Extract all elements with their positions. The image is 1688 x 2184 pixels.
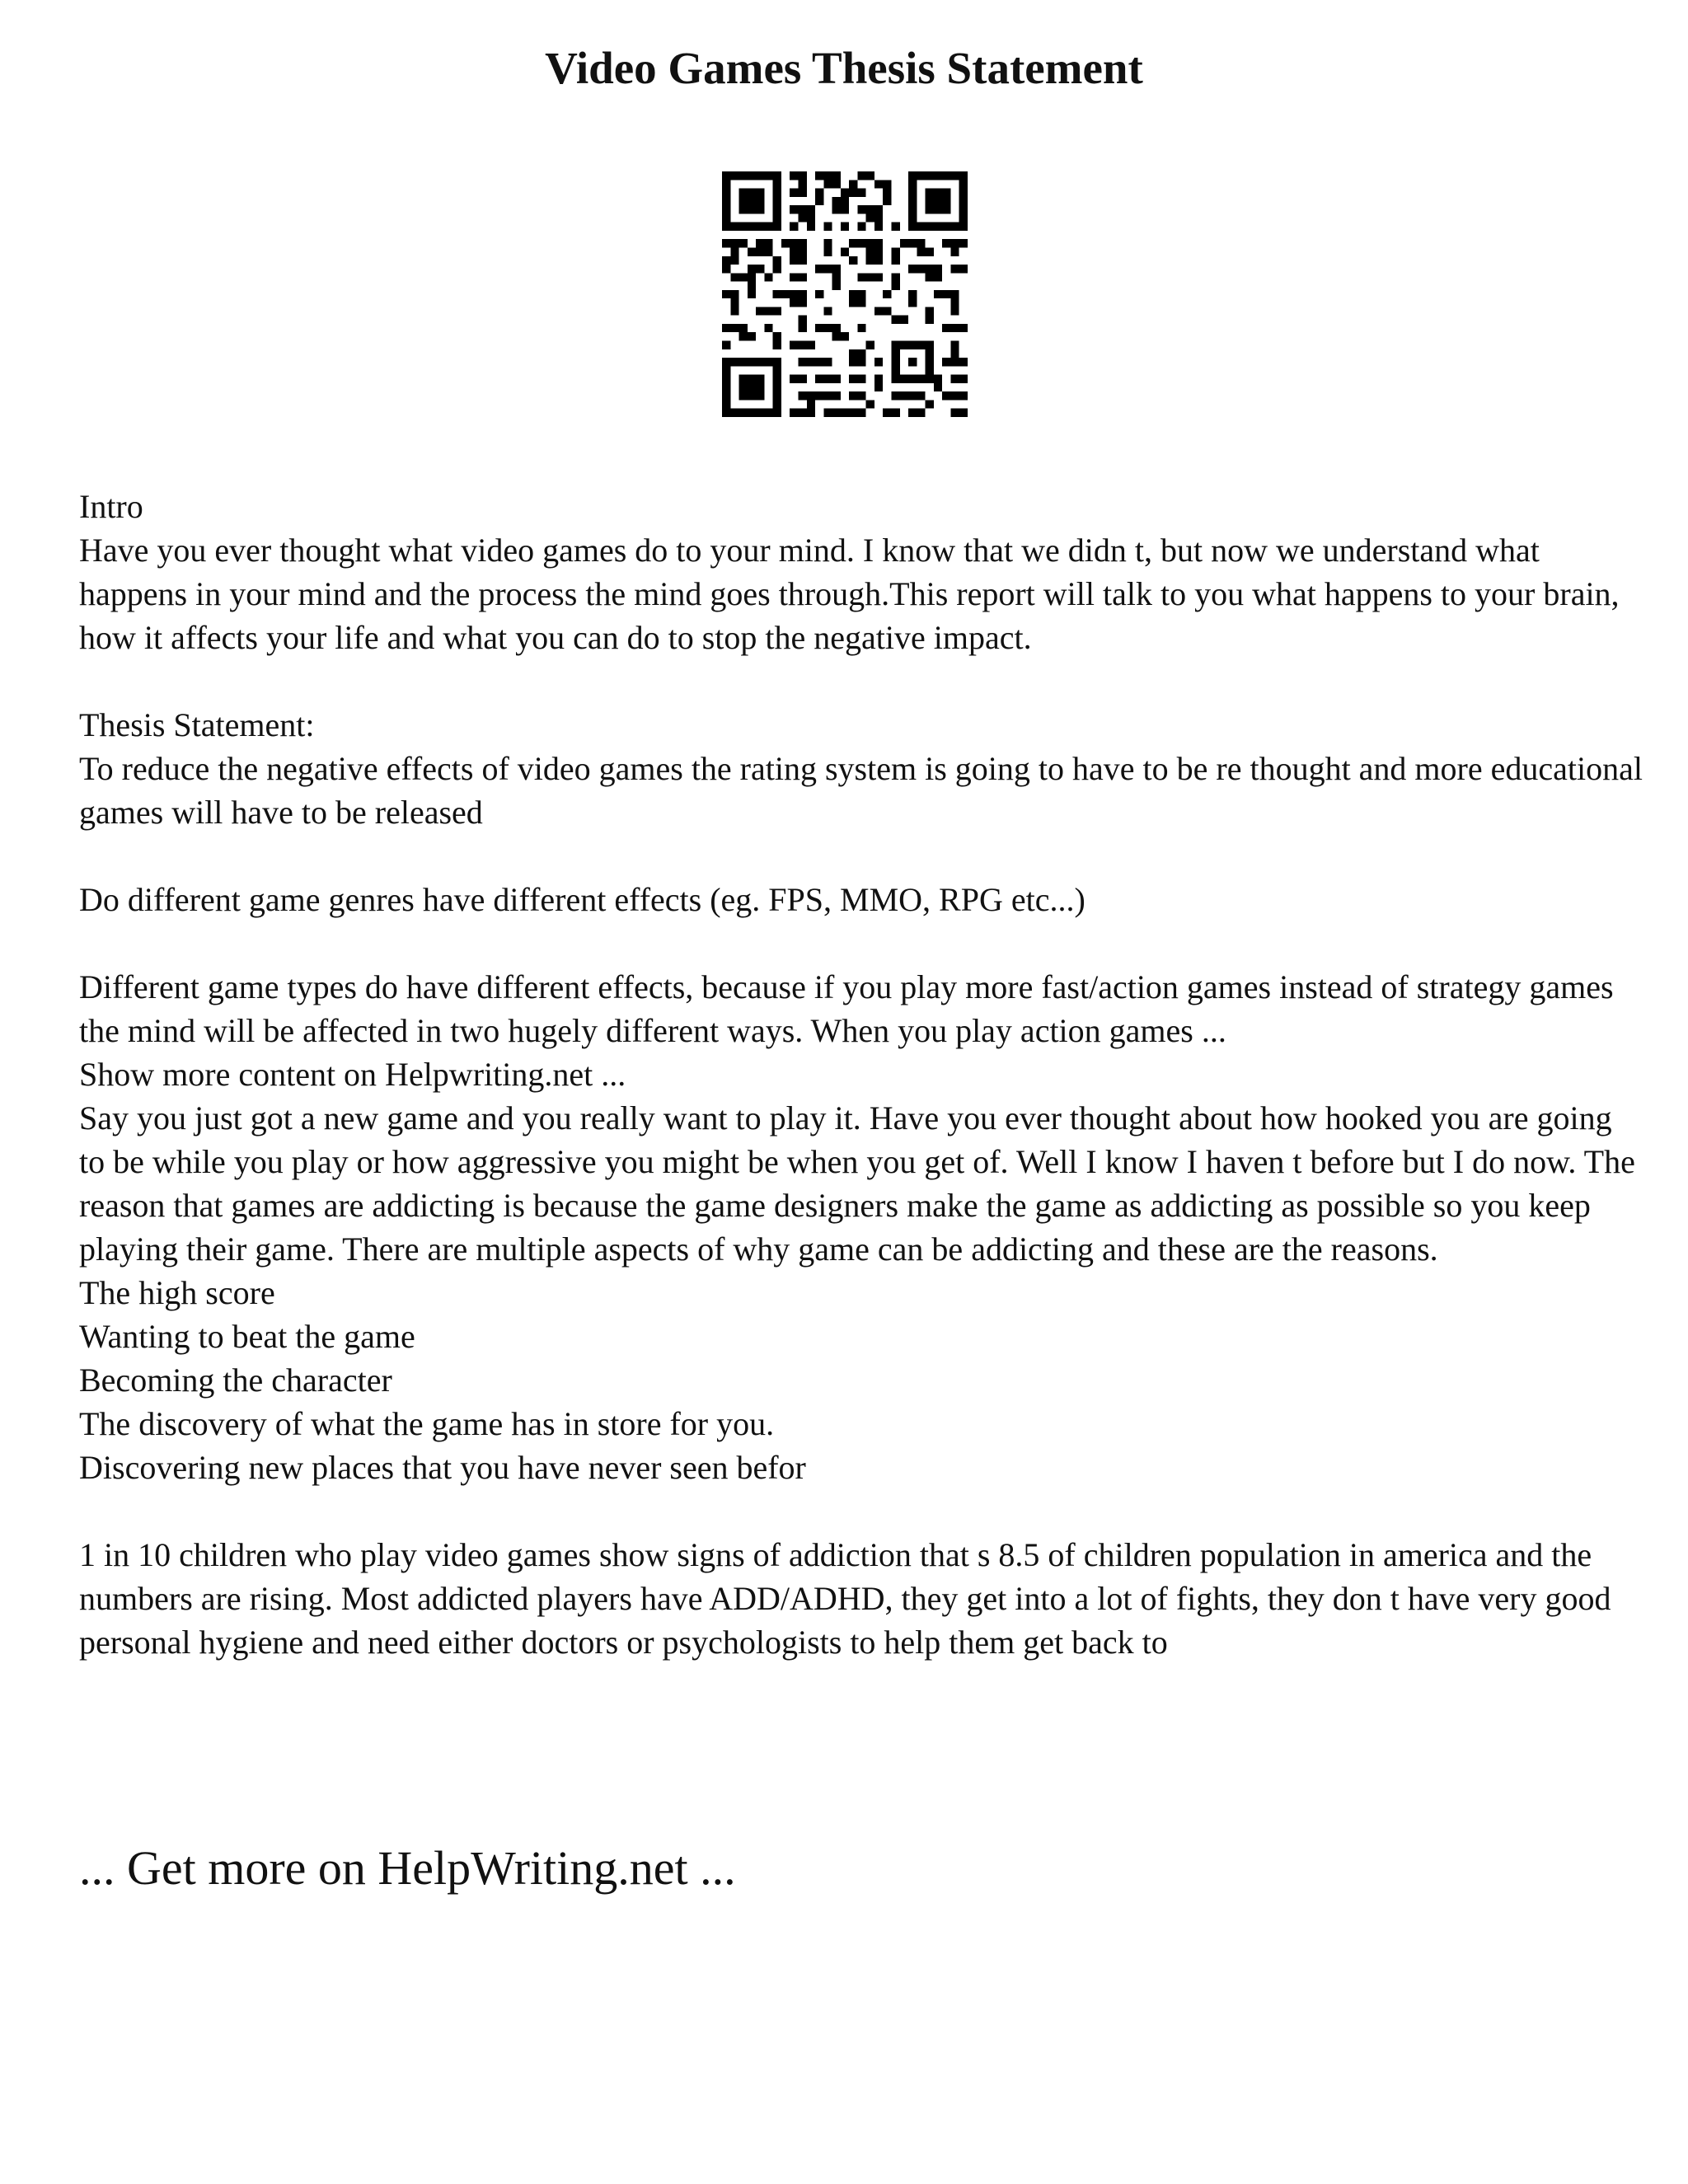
- addiction-paragraph: Say you just got a new game and you really want to play it. Have you ever thought about how hooked you are going to be while you play or how aggressive you might be when you get of. Well I know I haven t before but I do now. The reason that games are addicting is because the game designers make the game as addicting as possible so you keep playing their game. There are multiple aspects of why game can be addicting and these are the reasons.: [79, 1099, 1635, 1268]
- thesis-heading: Thesis Statement:: [79, 706, 315, 743]
- genre-answer-paragraph: Different game types do have different effects, because if you play more fast/action games instead of strategy games the mind will be affected in two hugely different ways. When you play action games ...: [79, 968, 1614, 1049]
- spacer: [79, 921, 1645, 965]
- show-more-link[interactable]: Show more content on Helpwriting.net ...: [79, 1056, 626, 1093]
- document-body: [79, 485, 1645, 1664]
- intro-paragraph: Have you ever thought what video games do to your mind. I know that we didn t, but now we understand what happens in your mind and the process the mind goes through.This report will talk to you what happens to your brain, how it affects your life and what you can do to stop the negative impact.: [79, 532, 1620, 656]
- list-item: The discovery of what the game has in store for you.: [79, 1405, 775, 1442]
- thesis-paragraph: To reduce the negative effects of video games the rating system is going to have to be re thought and more educational games will have to be released: [79, 750, 1643, 831]
- list-item: The high score: [79, 1274, 275, 1311]
- statistics-paragraph: 1 in 10 children who play video games show signs of addiction that s 8.5 of children population in america and the numbers are rising. Most addicted players have ADD/ADHD, they get into a lot of fights, they don t have very good personal hygiene and need either doctors or psychologists to help them get back to: [79, 1536, 1611, 1661]
- qr-code-icon: [722, 171, 968, 417]
- list-item: Wanting to beat the game: [79, 1318, 415, 1355]
- spacer: [79, 1489, 1645, 1533]
- list-item: Becoming the character: [79, 1361, 392, 1399]
- list-item: Discovering new places that you have never seen befor: [79, 1449, 806, 1486]
- page-title: Video Games Thesis Statement: [545, 43, 1143, 93]
- genre-question: Do different game genres have different effects (eg. FPS, MMO, RPG etc...): [79, 881, 1085, 918]
- spacer: [79, 834, 1645, 878]
- intro-heading: Intro: [79, 488, 143, 525]
- get-more-link[interactable]: ... Get more on HelpWriting.net ...: [79, 1841, 736, 1895]
- spacer: [79, 659, 1645, 703]
